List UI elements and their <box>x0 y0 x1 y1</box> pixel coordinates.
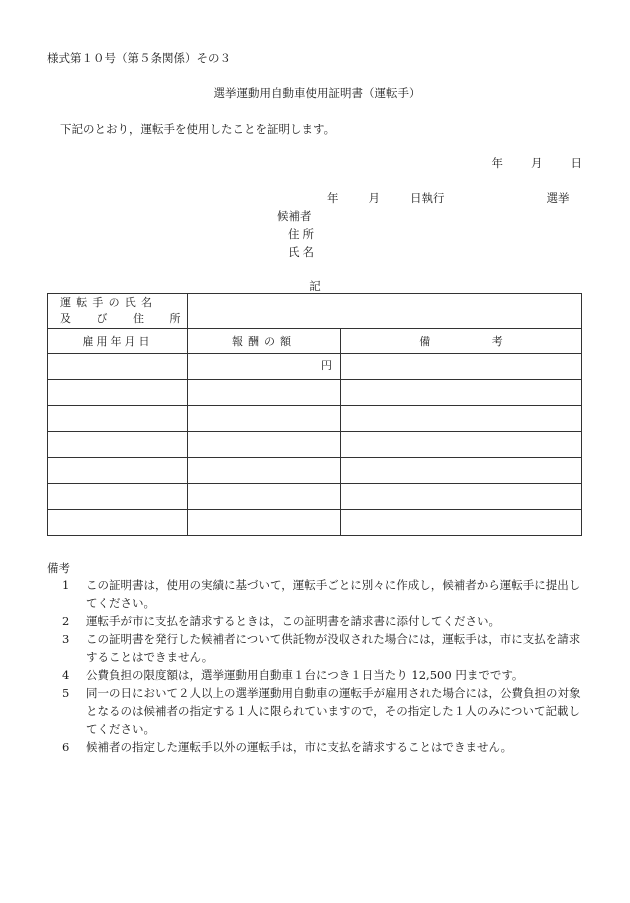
note-text: 運転手が市に支払を請求するときは，この証明書を請求書に添付してください。 <box>86 614 500 628</box>
document-title: 選挙運動用自動車使用証明書（運転手） <box>213 86 421 100</box>
driver-label-cell <box>48 294 188 329</box>
remarks-cell[interactable] <box>341 432 582 458</box>
note-item <box>47 630 587 666</box>
note-text: 公費負担の限度額は，選挙運動用自動車１台につき１日当たり 12,500 円までです。 <box>86 668 524 682</box>
remarks-cell[interactable] <box>341 458 582 484</box>
note-item <box>47 738 587 756</box>
address-label: 住所 <box>288 227 317 241</box>
table-row <box>48 406 582 432</box>
note-number: 4 <box>62 668 70 682</box>
driver-row <box>48 294 582 329</box>
note-text: 候補者の指定した運転手以外の運転手は，市に支払を請求することはできません。 <box>86 740 513 754</box>
note-text: この証明書を発行した候補者について供託物が没収された場合には，運転手は，市に支払を請求することはできません。 <box>86 632 581 664</box>
employment-date-cell[interactable] <box>48 380 188 406</box>
remuneration-cell[interactable] <box>188 354 341 380</box>
remuneration-cell[interactable] <box>188 380 341 406</box>
driver-label-line2: 及 び 住 所 <box>60 312 181 325</box>
date-line <box>492 155 583 171</box>
form-number: 様式第１０号（第５条関係）その３ <box>47 51 231 65</box>
notes-heading: 備考 <box>47 561 70 575</box>
name-label: 氏名 <box>288 245 317 259</box>
exec-day: 日執行 <box>410 191 445 205</box>
remarks-cell[interactable] <box>341 354 582 380</box>
date-day: 日 <box>570 156 582 170</box>
ki-heading: 記 <box>309 279 321 293</box>
note-number: 5 <box>62 686 70 700</box>
employment-date-cell[interactable] <box>48 432 188 458</box>
note-item <box>47 576 587 612</box>
candidate-label: 候補者 <box>277 209 312 223</box>
exec-year: 年 <box>327 191 339 205</box>
date-month: 月 <box>531 156 543 170</box>
employment-date-cell[interactable] <box>48 458 188 484</box>
note-item <box>47 666 587 684</box>
note-number: 6 <box>62 740 70 754</box>
table-row <box>48 484 582 510</box>
table-row <box>48 510 582 536</box>
exec-month: 月 <box>368 191 380 205</box>
note-text: 同一の日において２人以上の選挙運動用自動車の運転手が雇用された場合には，公費負担の対象となるのは候補者の指定する１人に限られていますので，その指定した１人のみについて記載してください。 <box>86 686 581 736</box>
remarks-cell[interactable] <box>341 406 582 432</box>
execution-line <box>327 190 570 206</box>
yen-unit: 円 <box>321 359 332 372</box>
remuneration-cell[interactable] <box>188 432 341 458</box>
certification-table <box>47 293 582 536</box>
note-item <box>47 612 587 630</box>
election-label: 選挙 <box>546 191 570 205</box>
table-row <box>48 380 582 406</box>
intro-text: 下記のとおり，運転手を使用したことを証明します。 <box>60 122 336 136</box>
driver-label-line1: 運転手の氏名 <box>60 296 158 309</box>
employment-date-cell[interactable] <box>48 510 188 536</box>
col-remarks: 備 考 <box>341 329 582 354</box>
employment-date-cell[interactable] <box>48 484 188 510</box>
note-text: この証明書は，使用の実績に基づいて，運転手ごとに別々に作成し，候補者から運転手に提出してください。 <box>86 578 581 610</box>
remuneration-cell[interactable] <box>188 406 341 432</box>
remarks-cell[interactable] <box>341 380 582 406</box>
table-row <box>48 458 582 484</box>
table-row <box>48 432 582 458</box>
remuneration-cell[interactable] <box>188 484 341 510</box>
header-row <box>48 329 582 354</box>
employment-date-cell[interactable] <box>48 354 188 380</box>
remuneration-cell[interactable] <box>188 458 341 484</box>
note-item <box>47 684 587 738</box>
col-remuneration: 報酬の額 <box>188 329 341 354</box>
remarks-cell[interactable] <box>341 510 582 536</box>
note-number: 1 <box>62 578 70 592</box>
note-number: 2 <box>62 614 70 628</box>
table-row <box>48 354 582 380</box>
employment-date-cell[interactable] <box>48 406 188 432</box>
col-employment-date: 雇用年月日 <box>48 329 188 354</box>
remarks-cell[interactable] <box>341 484 582 510</box>
driver-value-cell[interactable] <box>188 294 582 329</box>
remuneration-cell[interactable] <box>188 510 341 536</box>
date-year: 年 <box>491 156 503 170</box>
note-number: 3 <box>62 632 70 646</box>
